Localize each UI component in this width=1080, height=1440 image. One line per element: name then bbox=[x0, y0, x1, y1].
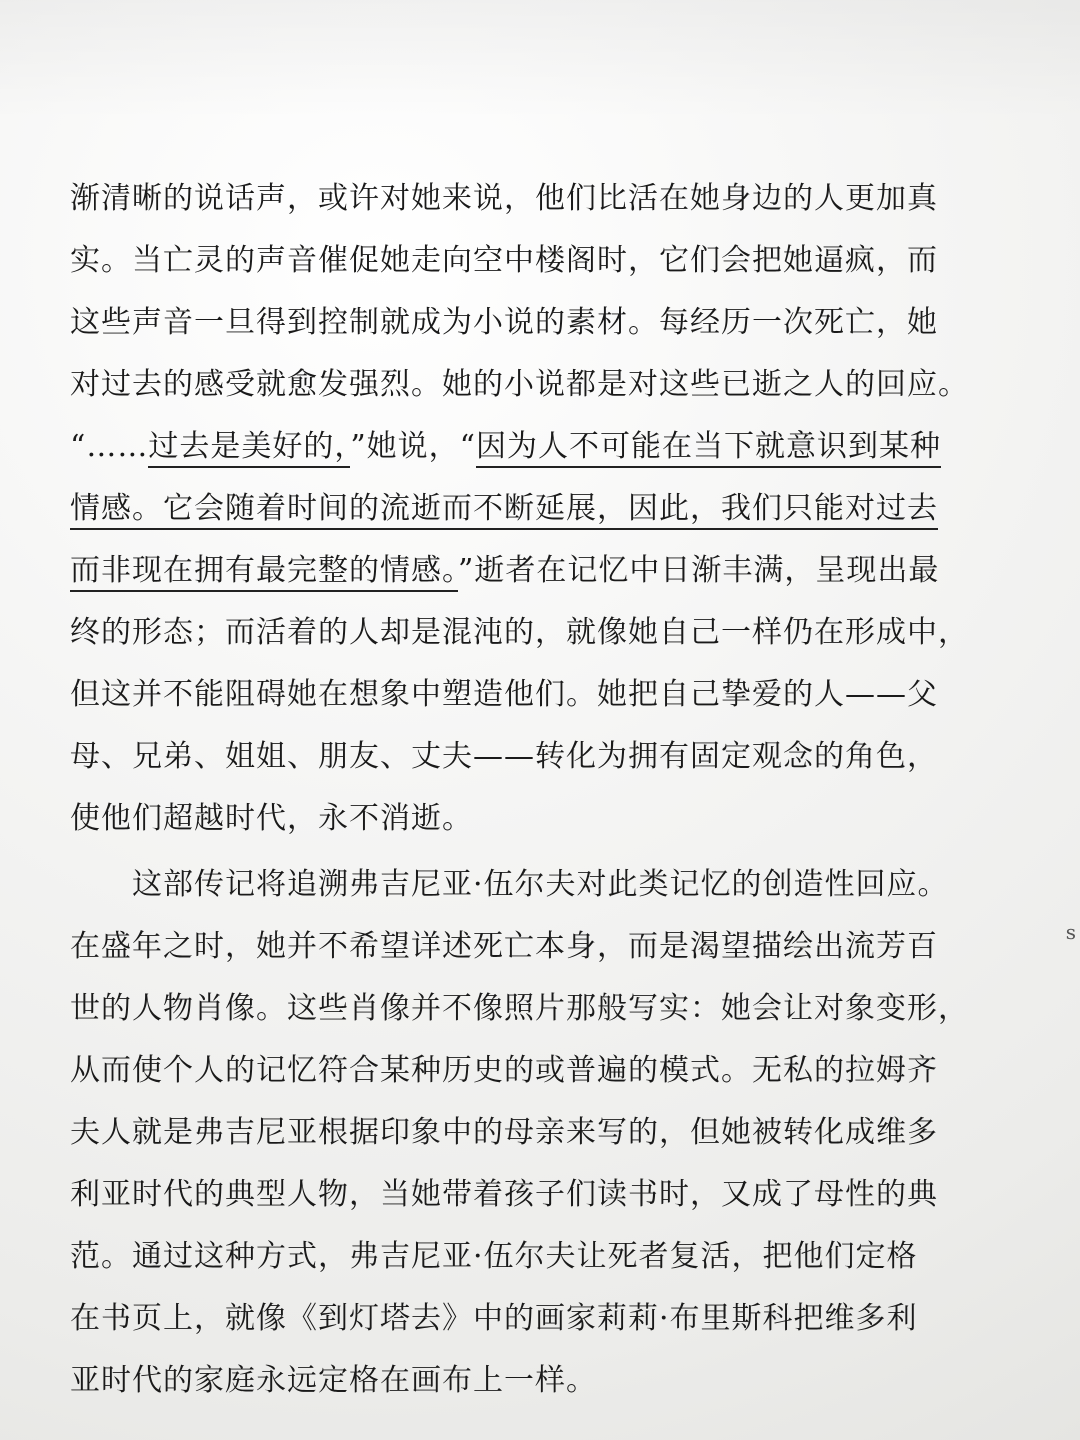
text-line-20: 亚时代的家庭永远定格在画布上一样。 bbox=[70, 1363, 597, 1398]
text-line-13: 在盛年之时，她并不希望详述死亡本身，而是渴望描绘出流芳百 bbox=[70, 929, 938, 964]
text-line-3: 这些声音一旦得到控制就成为小说的素材。每经历一次死亡，她 bbox=[70, 305, 938, 340]
text-line-16: 夫人就是弗吉尼亚根据印象中的母亲来写的，但她被转化成维多 bbox=[70, 1115, 938, 1150]
edge-mark: s bbox=[1065, 920, 1076, 944]
text-line-5 bbox=[70, 416, 1010, 478]
text-line-9: 但这并不能阻碍她在想象中塑造他们。她把自己挚爱的人——父 bbox=[70, 677, 938, 712]
text-line-7 bbox=[70, 540, 1010, 602]
underlined-phrase-4: 而非现在拥有最完整的情感。 bbox=[70, 553, 458, 592]
text-line-15: 从而使个人的记忆符合某种历史的或普遍的模式。无私的拉姆齐 bbox=[70, 1053, 938, 1088]
text-line-1: 渐清晰的说话声，或许对她来说，他们比活在她身边的人更加真 bbox=[70, 181, 938, 216]
quote-open: “…… bbox=[70, 429, 149, 464]
text-line-11: 使他们超越时代，永不消逝。 bbox=[70, 801, 473, 836]
text-line-2: 实。当亡灵的声音催促她走向空中楼阁时，它们会把她逼疯，而 bbox=[70, 243, 938, 278]
text-line-17: 利亚时代的典型人物，当她带着孩子们读书时，又成了母性的典 bbox=[70, 1177, 938, 1212]
page-shadow bbox=[0, 0, 1080, 120]
text-line-12: 这部传记将追溯弗吉尼亚·伍尔夫对此类记忆的创造性回应。 bbox=[132, 867, 949, 902]
text-line-18: 范。通过这种方式，弗吉尼亚·伍尔夫让死者复活，把他们定格 bbox=[70, 1239, 918, 1274]
text-line-4: 对过去的感受就愈发强烈。她的小说都是对这些已逝之人的回应。 bbox=[70, 367, 969, 402]
underlined-phrase-3: 情感。它会随着时间的流逝而不断延展，因此，我们只能对过去 bbox=[70, 491, 938, 530]
text-line-10: 母、兄弟、姐姐、朋友、丈夫——转化为拥有固定观念的角色， bbox=[70, 739, 938, 774]
text-line-14: 世的人物肖像。这些肖像并不像照片那般写实：她会让对象变形， bbox=[70, 991, 969, 1026]
text-line-19: 在书页上，就像《到灯塔去》中的画家莉莉·布里斯科把维多利 bbox=[70, 1301, 918, 1336]
text-line-6 bbox=[70, 478, 1010, 540]
text-line-8: 终的形态；而活着的人却是混沌的，就像她自己一样仍在形成中， bbox=[70, 615, 969, 650]
underlined-phrase-1: 过去是美好的， bbox=[148, 429, 350, 468]
body-text bbox=[70, 168, 1010, 1412]
quote-mid: ”她说，“ bbox=[350, 429, 477, 464]
line-7-rest: ”逝者在记忆中日渐丰满，呈现出最 bbox=[458, 553, 940, 588]
underlined-phrase-2: 因为人不可能在当下就意识到某种 bbox=[476, 429, 941, 468]
